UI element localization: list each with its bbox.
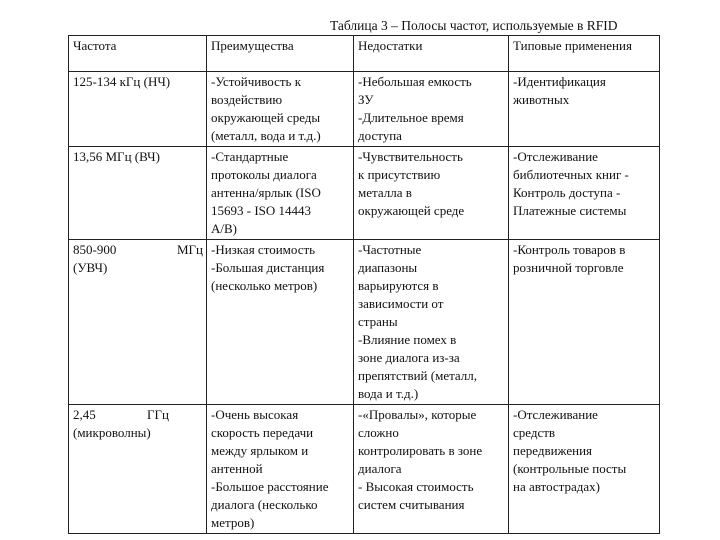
cell-line: антенна/ярлык (ISO [211,185,321,200]
advantages-cell [207,240,354,405]
cell-line: зависимости от [358,296,444,311]
frequency-cell [69,72,207,147]
cell-line: 125-134 кГц (НЧ) [73,74,171,89]
cell-line: 13,56 МГц (ВЧ) [73,149,160,164]
cell-line: (микроволны) [73,425,151,440]
cell-line: зоне диалога из-за [358,350,460,365]
advantages-cell [207,147,354,240]
frequency-cell [69,405,207,534]
cell-line: -Большая дистанция [211,260,325,275]
frequency-value: 850-900 [73,242,117,257]
cell-line: метров) [211,515,255,530]
cell-line: (УВЧ) [73,260,108,275]
cell-line: (контрольные посты [513,461,627,476]
frequency-cell [69,147,207,240]
applications-cell [509,240,660,405]
cell-line: диалога [358,461,402,476]
cell-line: доступа [358,128,402,143]
cell-line: окружающей среде [358,203,465,218]
cell-line: - Высокая стоимость [358,479,474,494]
rfid-frequency-table [68,35,660,534]
cell-line: передвижения [513,443,593,458]
cell-line: 15693 - ISO 14443 [211,203,312,218]
applications-cell [509,147,660,240]
cell-line: окружающей среды [211,110,321,125]
cell-line: библиотечных книг - [513,167,629,182]
disadvantages-cell [354,405,509,534]
cell-line: препятствий (металл, [358,368,478,383]
cell-line: розничной торговле [513,260,624,275]
disadvantages-cell [354,72,509,147]
header-disadvantages: Недостатки [354,36,509,72]
applications-cell [509,405,660,534]
cell-line: антенной [211,461,263,476]
frequency-unit: ГГц [147,407,169,422]
cell-line: -«Провалы», которые [358,407,477,422]
cell-line: на автострадах) [513,479,600,494]
cell-line: диапазоны [358,260,418,275]
table-row [69,72,660,147]
cell-line: контролировать в зоне [358,443,483,458]
cell-line: средств [513,425,556,440]
table-row [69,147,660,240]
cell-line: протоколы диалога [211,167,317,182]
cell-line: скорость передачи [211,425,314,440]
cell-line: -Контроль товаров в [513,242,626,257]
table-header-row [69,36,660,72]
cell-line: металла в [358,185,412,200]
cell-line: животных [513,92,570,107]
frequency-value: 2,45 [73,407,96,422]
cell-line: Платежные системы [513,203,627,218]
cell-line: -Длительное время [358,110,464,125]
cell-line: страны [358,314,398,329]
cell-line: ЗУ [358,92,374,107]
cell-line: -Отслеживание [513,149,598,164]
cell-line: -Отслеживание [513,407,598,422]
cell-line: сложно [358,425,399,440]
disadvantages-cell [354,240,509,405]
cell-line: к присутствию [358,167,441,182]
cell-line: -Чувствительность [358,149,463,164]
table-row [69,240,660,405]
cell-line: -Большое расстояние [211,479,329,494]
cell-line: диалога (несколько [211,497,318,512]
cell-line: воздействию [211,92,283,107]
cell-line [73,406,169,424]
header-applications: Типовые применения [509,36,660,72]
table-caption: Таблица 3 – Полосы частот, используемые в RFID [330,18,618,33]
frequency-unit: МГц [176,242,203,257]
cell-line: между ярлыком и [211,443,309,458]
cell-line: систем считывания [358,497,465,512]
cell-line [73,241,203,259]
frequency-cell [69,240,207,405]
cell-line: -Стандартные [211,149,289,164]
cell-line: варьируются в [358,278,439,293]
disadvantages-cell [354,147,509,240]
cell-line: Контроль доступа - [513,185,621,200]
header-advantages: Преимущества [207,36,354,72]
cell-line: (несколько метров) [211,278,318,293]
cell-line: -Частотные [358,242,422,257]
cell-line: -Идентификация [513,74,606,89]
table-row [69,405,660,534]
advantages-cell [207,72,354,147]
advantages-cell [207,405,354,534]
cell-line: -Влияние помех в [358,332,457,347]
cell-line: -Низкая стоимость [211,242,316,257]
cell-line: A/B) [211,221,237,236]
cell-line: -Устойчивость к [211,74,302,89]
cell-line: вода и т.д.) [358,386,419,401]
header-frequency: Частота [69,36,207,72]
cell-line: (металл, вода и т.д.) [211,128,321,143]
cell-line: -Очень высокая [211,407,299,422]
applications-cell [509,72,660,147]
cell-line: -Небольшая емкость [358,74,472,89]
